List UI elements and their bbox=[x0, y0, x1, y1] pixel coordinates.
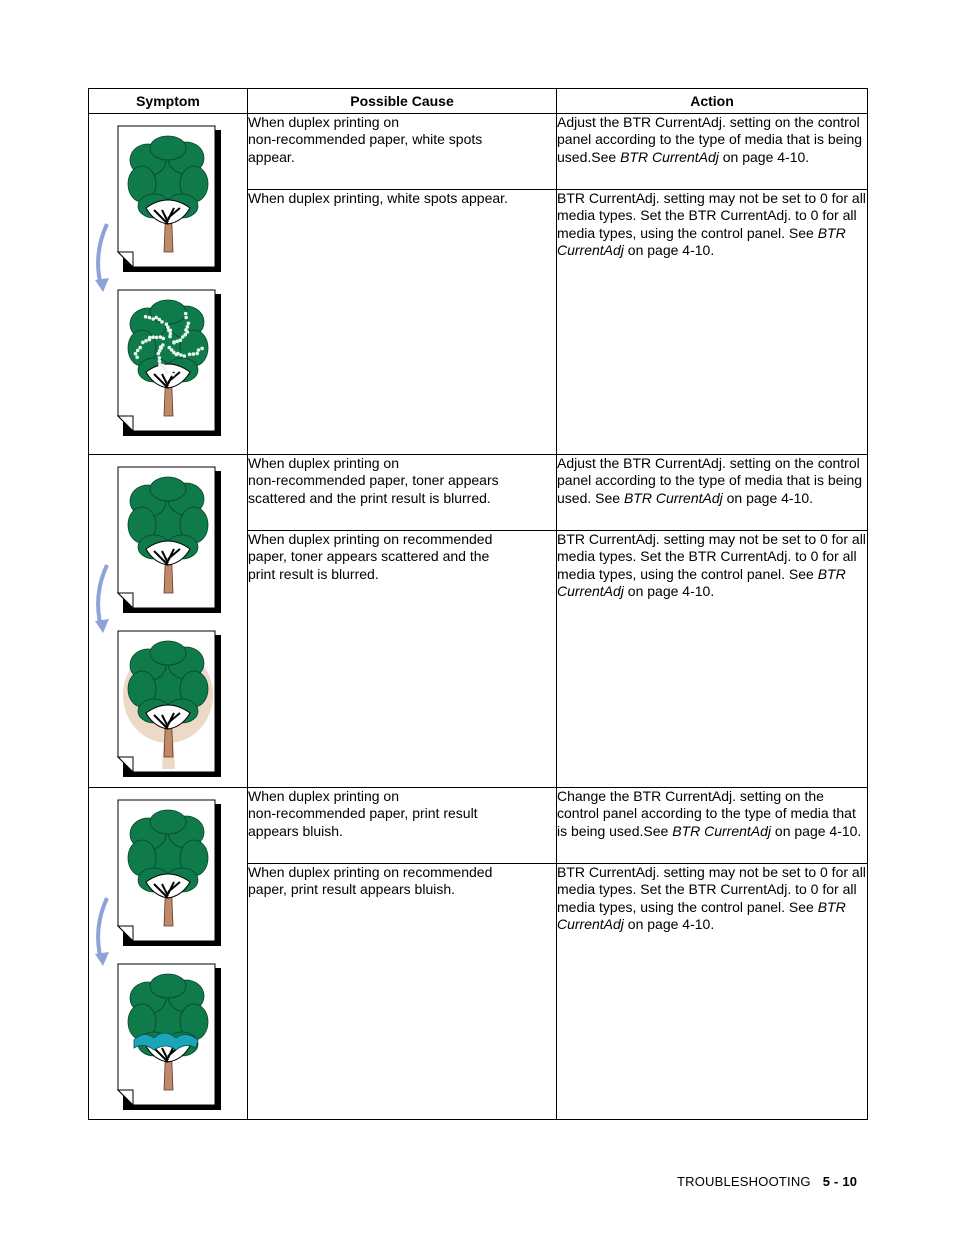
cause-text-line: scattered and the print result is blurred. bbox=[248, 489, 491, 506]
header-symptom: Symptom bbox=[89, 89, 248, 114]
cause-text-line: paper, toner appears scattered and the bbox=[248, 548, 490, 565]
action-cell bbox=[557, 864, 868, 1120]
possible-cause-cell bbox=[248, 864, 557, 1120]
cause-text-line: When duplex printing on bbox=[248, 114, 399, 130]
action-reference: BTR CurrentAdj bbox=[557, 224, 846, 259]
symptom-illustration-cell bbox=[89, 455, 248, 788]
symptom-illustration bbox=[89, 788, 247, 1120]
action-page-ref: on page 4-10. bbox=[623, 242, 715, 259]
cause-text-line: When duplex printing on bbox=[248, 455, 399, 471]
header-possible-cause: Possible Cause bbox=[248, 89, 557, 114]
action-reference: BTR CurrentAdj bbox=[623, 489, 723, 506]
symptom-illustration-cell bbox=[89, 114, 248, 455]
symptom-illustration bbox=[89, 114, 247, 455]
cause-text-line: non-recommended paper, print result bbox=[248, 805, 478, 822]
action-text: Adjust the BTR CurrentAdj. setting on the control panel according to the type of media that is being used. See bbox=[557, 455, 863, 506]
action-reference: BTR CurrentAdj bbox=[557, 898, 846, 933]
table-header-row bbox=[89, 89, 868, 114]
cause-text-line: non-recommended paper, white spots bbox=[248, 131, 483, 148]
action-reference: BTR CurrentAdj bbox=[557, 565, 846, 600]
possible-cause-cell bbox=[248, 531, 557, 788]
action-reference: BTR CurrentAdj bbox=[620, 148, 719, 165]
table-row bbox=[89, 788, 868, 864]
cause-text-line: paper, print result appears bluish. bbox=[248, 881, 456, 898]
action-text: Change the BTR CurrentAdj. setting on the control panel according to the type of media that is being used.See bbox=[557, 788, 856, 839]
footer-page-number: 5 - 10 bbox=[822, 1174, 858, 1189]
cause-text-line: non-recommended paper, toner appears bbox=[248, 472, 499, 489]
possible-cause-cell bbox=[248, 190, 557, 455]
action-cell bbox=[557, 190, 868, 455]
action-text: BTR CurrentAdj. setting may not be set to 0 for all media types. Set the BTR CurrentAdj. to 0 for all media types, using the control panel. See bbox=[557, 531, 866, 582]
action-cell bbox=[557, 531, 868, 788]
header-action: Action bbox=[557, 89, 868, 114]
table-row bbox=[89, 455, 868, 531]
footer-section: TROUBLESHOOTING bbox=[677, 1174, 811, 1189]
symptom-illustration-cell bbox=[89, 788, 248, 1120]
action-reference: BTR CurrentAdj bbox=[672, 822, 772, 839]
cause-text-line: appears bluish. bbox=[248, 822, 343, 839]
cause-text-line: When duplex printing on bbox=[248, 788, 399, 804]
action-page-ref: on page 4-10. bbox=[623, 916, 715, 933]
troubleshooting-table bbox=[88, 88, 868, 1120]
action-cell bbox=[557, 455, 868, 531]
cause-text-line: When duplex printing on recommended bbox=[248, 531, 493, 547]
action-page-ref: on page 4-10. bbox=[718, 148, 810, 165]
table-row bbox=[89, 114, 868, 190]
possible-cause-cell bbox=[248, 114, 557, 190]
action-cell bbox=[557, 114, 868, 190]
cause-text-line: appear. bbox=[248, 148, 295, 165]
possible-cause-cell bbox=[248, 455, 557, 531]
action-page-ref: on page 4-10. bbox=[771, 822, 862, 839]
action-page-ref: on page 4-10. bbox=[722, 489, 814, 506]
action-text: Adjust the BTR CurrentAdj. setting on the control panel according to the type of media that is being used.See bbox=[557, 114, 863, 165]
action-cell bbox=[557, 788, 868, 864]
cause-text-line: When duplex printing on recommended bbox=[248, 864, 493, 880]
action-text: BTR CurrentAdj. setting may not be set to 0 for all media types. Set the BTR CurrentAdj. to 0 for all media types, using the control panel. See bbox=[557, 190, 866, 241]
symptom-illustration bbox=[89, 455, 247, 788]
action-page-ref: on page 4-10. bbox=[623, 583, 715, 600]
cause-text-line: print result is blurred. bbox=[248, 565, 379, 582]
cause-text-line: When duplex printing, white spots appear. bbox=[248, 190, 508, 206]
possible-cause-cell bbox=[248, 788, 557, 864]
action-text: BTR CurrentAdj. setting may not be set to 0 for all media types. Set the BTR CurrentAdj. to 0 for all media types, using the control panel. See bbox=[557, 864, 866, 915]
page-footer bbox=[677, 1174, 857, 1189]
